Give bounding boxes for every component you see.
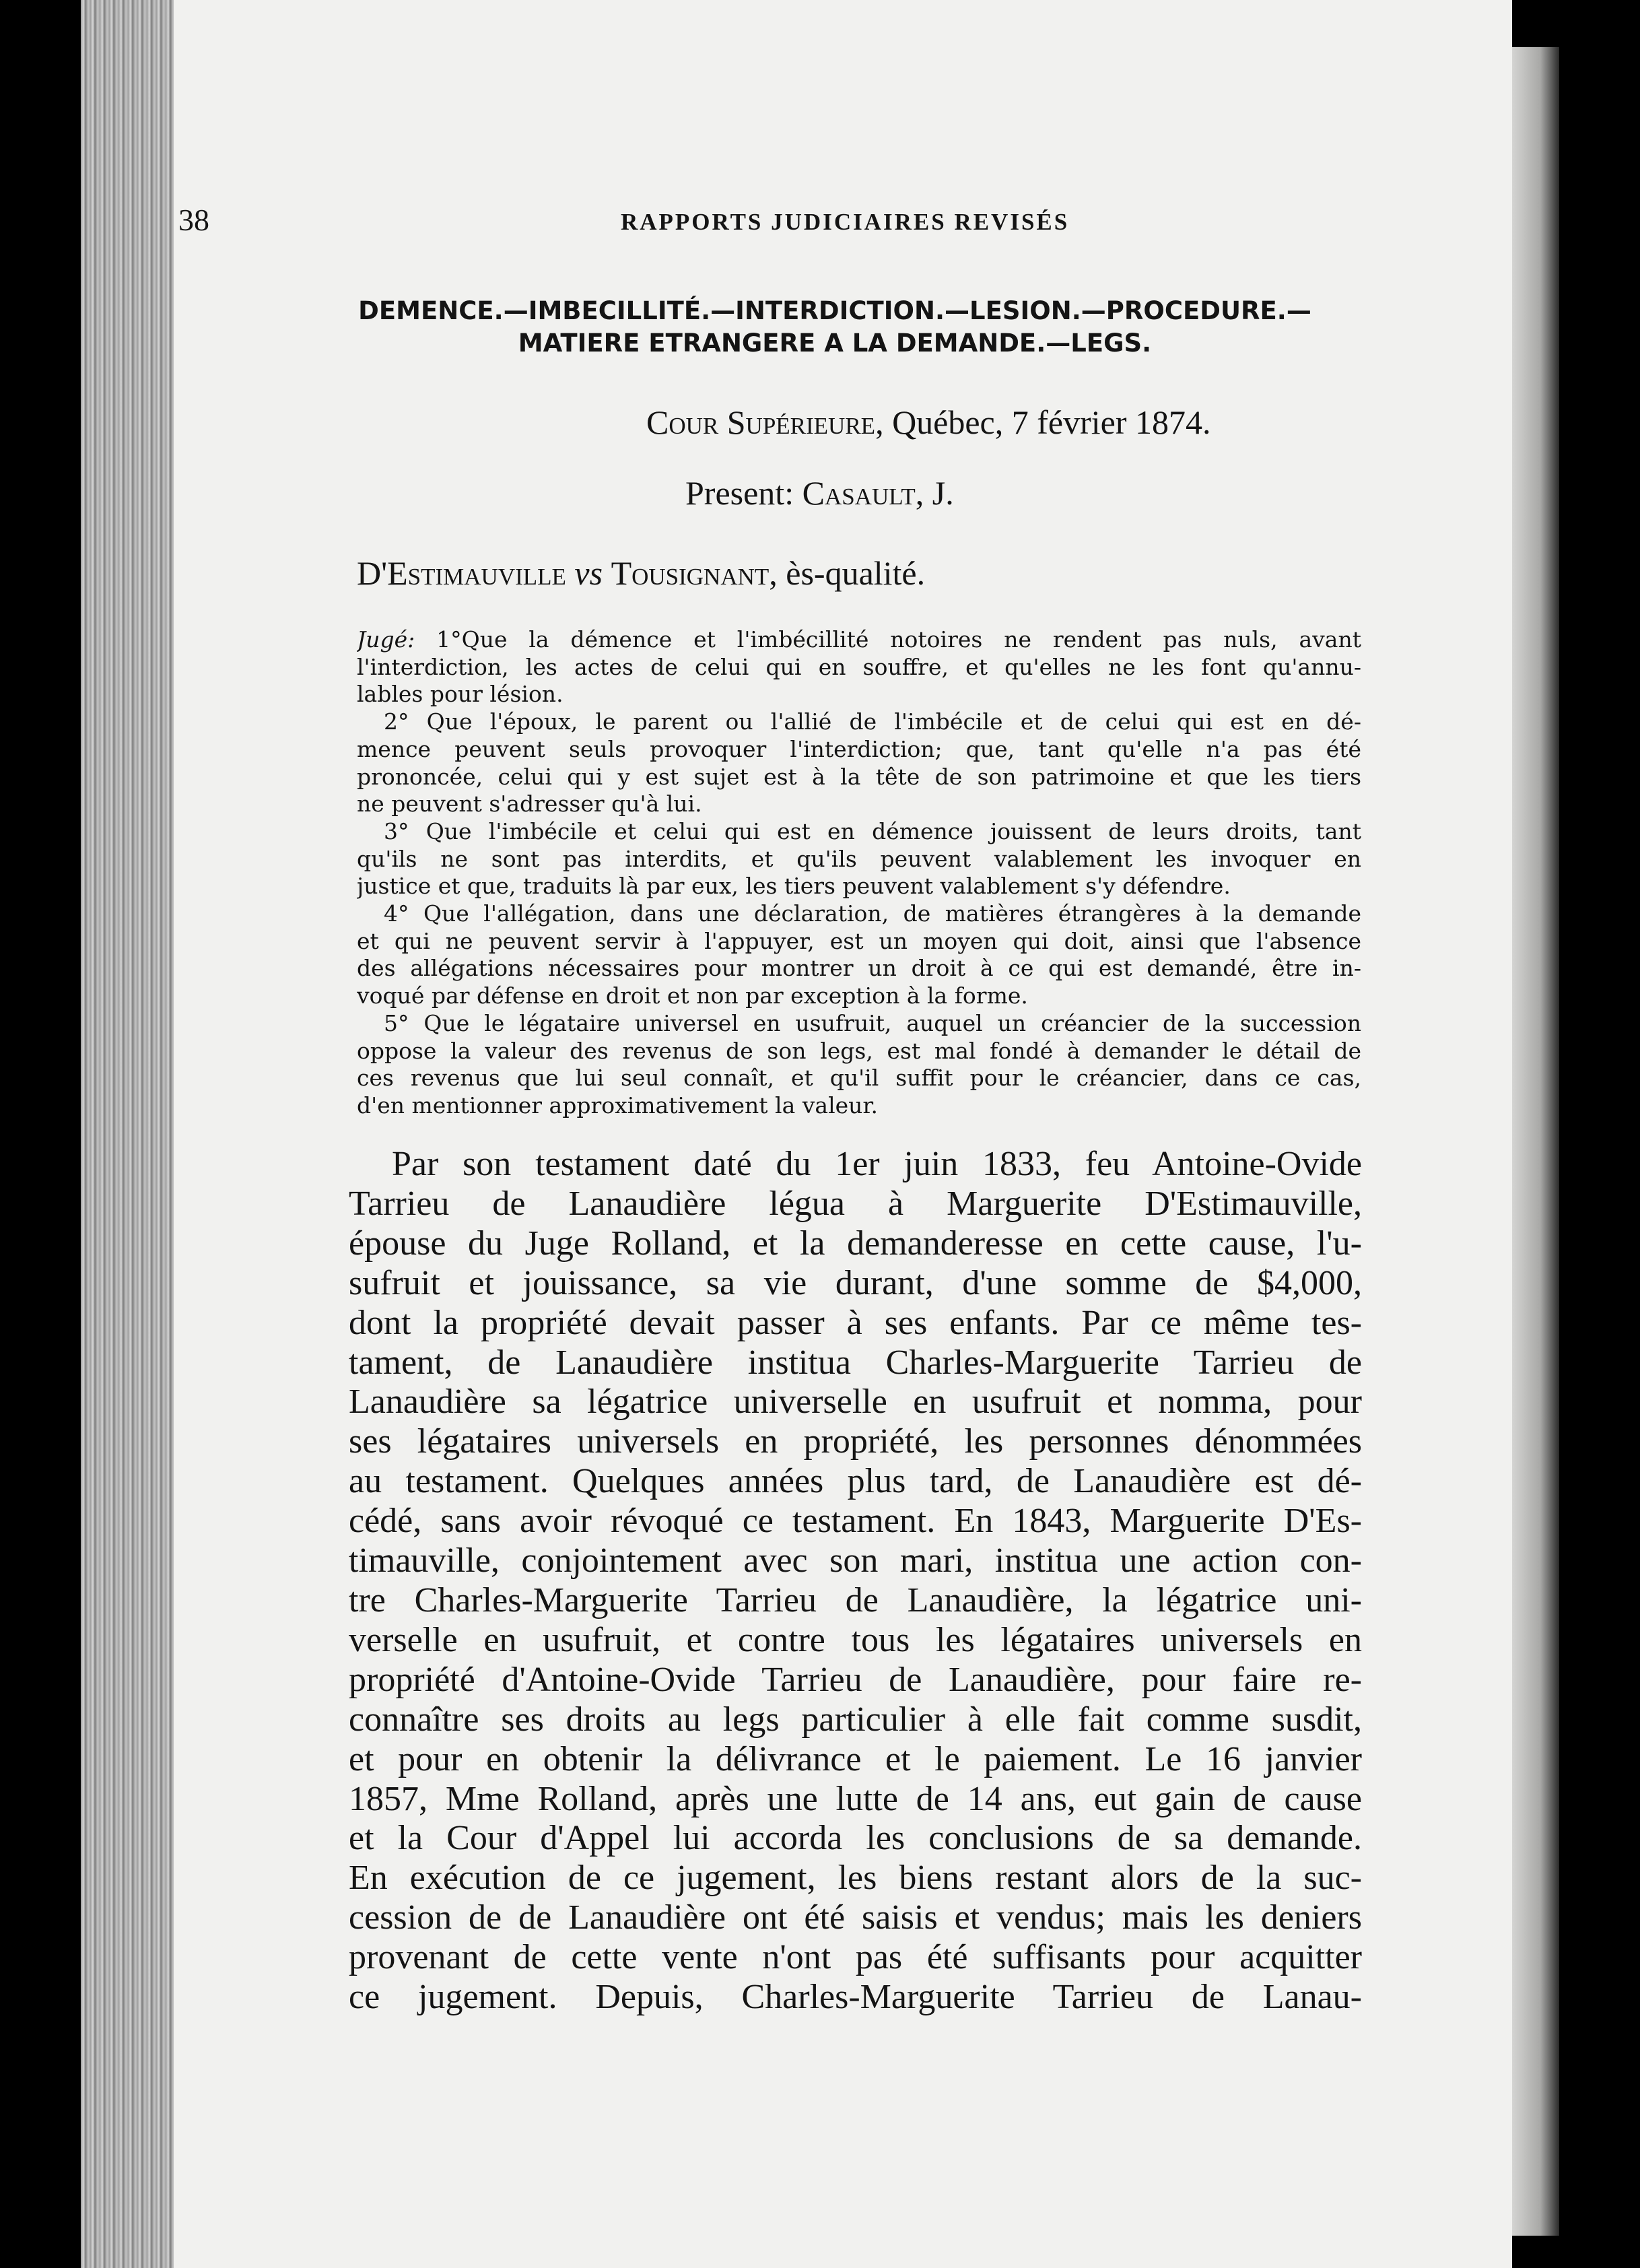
book-page-edges-left [81,0,175,2268]
headnote-line: l'interdiction, les actes de celui qui en souffre, et qu'elles ne les font qu'annu- [357,653,1361,680]
headnote-line: voqué par défense en droit et non par exception à la forme. [357,982,1028,1009]
headnote-line: mence peuvent seuls provoquer l'interdiction; que, tant qu'elle n'a pas été [357,735,1361,762]
body-line: et pour en obtenir la délivrance et le paiement. Le 16 janvier [349,1739,1362,1778]
versus: vs [566,554,611,592]
body-line: 1857, Mme Rolland, après une lutte de 14 ans, eut gain de cause [349,1779,1362,1818]
body-line: cession de de Lanaudière ont été saisis et vendus; mais les deniers [349,1898,1362,1937]
headnote-line: lables pour lésion. [357,681,563,708]
body-line: Lanaudière sa légatrice universelle en usufruit et nomma, pour [349,1382,1362,1422]
body-line: au testament. Quelques années plus tard, de Lanaudière est dé- [349,1462,1362,1501]
body-line: provenant de cette vente n'ont pas été suffisants pour acquitter [349,1938,1362,1977]
juge-label: Jugé: [357,626,415,653]
book-page-edge-right [1512,47,1559,2236]
body-line: sufruit et jouissance, sa vie durant, d'une somme de $4,000, [349,1263,1362,1302]
headnote-line: d'en mentionner approximativement la valeur. [357,1092,879,1119]
subject-line: DEMENCE.—IMBECILLITÉ.—INTERDICTION.—LESION.—PROCEDURE.— [358,296,1311,325]
body-line: verselle en usufruit, et contre tous les légataires universels en [349,1620,1362,1659]
body-line: cédé, sans avoir révoqué ce testament. En 1843, Marguerite D'Es- [349,1502,1362,1541]
headnote [357,626,1361,1120]
body-line: tament, de Lanaudière institua Charles-Marguerite Tarrieu de [349,1343,1362,1382]
body-line: propriété d'Antoine-Ovide Tarrieu de Lanaudière, pour faire re- [349,1660,1362,1699]
headnote-line: ne peuvent s'adresser qu'à lui. [357,791,702,818]
court-place-date: , Québec, 7 février 1874. [875,403,1211,441]
body-line: En exécution de ce jugement, les biens restant alors de la suc- [349,1859,1362,1898]
present-label: Present: [685,474,802,512]
body-line: ses légataires universels en propriété, les personnes dénommées [349,1422,1362,1461]
headnote-line: 2° Que l'époux, le parent ou l'allié de l'imbécile et de celui qui est en dé- [384,708,1361,735]
headnote-line: des allégations nécessaires pour montrer un droit à ce qui est demandé, être in- [357,955,1361,982]
body-line: tre Charles-Marguerite Tarrieu de Lanaudière, la légatrice uni- [349,1580,1362,1620]
defendant-qualite: , ès-qualité. [769,554,926,592]
body-line: dont la propriété devait passer à ses enfants. Par ce même tes- [349,1303,1362,1342]
headnote-line: justice et que, traduits là par eux, les tiers peuvent valablement s'y défendre. [357,873,1231,900]
case-parties [357,554,1232,593]
body-line: et la Cour d'Appel lui accorda les conclusions de sa demande. [349,1819,1362,1858]
headnote-line: prononcée, celui qui y est sujet est à la tête de son patrimoine et que les tiers [357,763,1361,790]
headnote-line: et qui ne peuvent servir à l'appuyer, est un moyen qui doit, ainsi que l'absence [357,927,1361,954]
page-number: 38 [178,203,209,237]
headnote-line: 4° Que l'allégation, dans une déclaration, de matières étrangères à la demande [384,900,1361,927]
judge-name: Casault, J. [802,474,954,512]
body-line: Tarrieu de Lanaudière légua à Marguerite D'Estimauville, [349,1184,1362,1223]
headnote-line: qu'ils ne sont pas interdits, et qu'ils peuvent valablement les invoquer en [357,845,1361,872]
defendant-name: Tousignant [611,554,770,592]
body-line: épouse du Juge Rolland, et la demanderesse en cette cause, l'u- [349,1224,1362,1263]
court-line [646,403,1447,442]
headnote-line: Jugé: 1°Que la démence et l'imbécillité notoires ne rendent pas nuls, avant [357,626,1361,653]
subject-line: MATIERE ETRANGERE A LA DEMANDE.—LEGS. [518,329,1152,358]
body-line: timauville, conjointement avec son mari, institua une action con- [349,1541,1362,1580]
judgment-body [349,1145,1362,2017]
headnote-line: ces revenus que lui seul connaît, et qu'il suffit pour le créancier, dans ce cas, [357,1065,1361,1092]
court-name: Cour Supérieure [646,403,876,441]
body-line: Par son testament daté du 1er juin 1833, feu Antoine-Ovide [392,1145,1362,1183]
headnote-line: oppose la valeur des revenus de son legs, est mal fondé à demander le détail de [357,1037,1361,1064]
headnote-line: 5° Que le légataire universel en usufruit, auquel un créancier de la succession [384,1009,1361,1036]
present-line [685,473,1157,512]
body-line: connaître ses droits au legs particulier à elle fait comme susdit, [349,1700,1362,1739]
case-subject-heading [182,295,1488,360]
plaintiff-name: D'Estimauville [357,554,566,592]
running-head: RAPPORTS JUDICIAIRES REVISÉS [621,209,1070,235]
headnote-line: 3° Que l'imbécile et celui qui est en démence jouissent de leurs droits, tant [384,818,1361,844]
body-line: ce jugement. Depuis, Charles-Marguerite Tarrieu de Lanau- [349,1978,1362,2017]
